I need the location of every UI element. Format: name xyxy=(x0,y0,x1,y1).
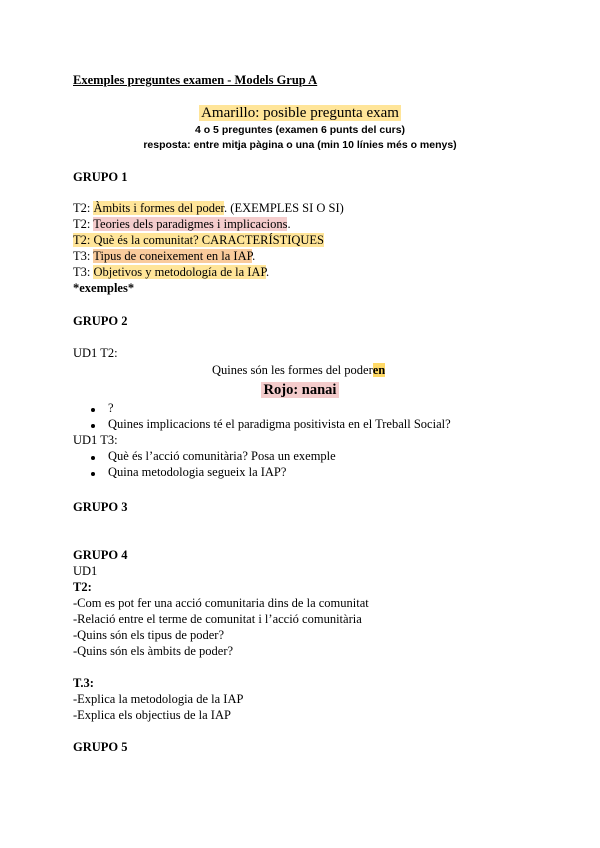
bullet-icon xyxy=(91,456,95,460)
grupo-1-line xyxy=(73,265,269,280)
bullet-icon xyxy=(91,408,95,412)
t3-label: T.3: xyxy=(73,676,94,690)
line-highlight: Tipus de coneixement en la IAP xyxy=(93,249,253,263)
line-rest: . (EXEMPLES SI O SI) xyxy=(224,201,344,215)
grupo-2-heading: GRUPO 2 xyxy=(73,314,128,328)
line-highlight: Objetivos y metodología de la IAP xyxy=(93,265,267,279)
grupo-3-heading: GRUPO 3 xyxy=(73,500,128,514)
grupo-1-line xyxy=(73,217,291,232)
t2-line: -Quins són els àmbits de poder? xyxy=(73,644,234,658)
line-prefix: T3: xyxy=(73,249,94,263)
line-prefix: T3: xyxy=(73,265,94,279)
grupo-1-heading: GRUPO 1 xyxy=(73,170,128,184)
grupo-1-line xyxy=(73,233,324,248)
legend-yellow-text: Amarillo: posible pregunta exam xyxy=(201,105,399,121)
legend-line-1: 4 o 5 preguntes (examen 6 punts del curs) xyxy=(194,124,406,136)
center-question-text: Quines són les formes del poder xyxy=(212,363,373,377)
t2-line: -Relació entre el terme de comunitat i l’acció comunitària xyxy=(73,612,362,626)
ud1-t2-label: UD1 T2: xyxy=(73,346,118,360)
grupo-1-note: *exemples* xyxy=(73,281,135,295)
bullet-icon xyxy=(91,424,95,428)
grupo-4-heading: GRUPO 4 xyxy=(73,548,128,562)
legend-rojo-text: Rojo: nanai xyxy=(261,382,340,398)
line-rest: . xyxy=(287,217,291,231)
list-item: Quines implicacions té el paradigma positivista en el Treball Social? xyxy=(108,417,451,431)
t3-line: -Explica els objectius de la IAP xyxy=(73,708,231,722)
line-prefix: T2: xyxy=(73,217,94,231)
grupo-1-line xyxy=(73,201,344,216)
ud1-t3-label: UD1 T3: xyxy=(73,433,118,447)
line-highlight: T2: Què és la comunitat? CARACTERÍSTIQUES xyxy=(73,233,325,247)
legend-line-2: resposta: entre mitja pàgina o una (min 10 línies més o menys) xyxy=(143,139,457,151)
legend-rojo xyxy=(0,382,600,399)
t2-label: T2: xyxy=(73,580,92,594)
list-item: Què és l’acció comunitària? Posa un exemple xyxy=(108,449,336,463)
t2-line: -Quins són els tipus de poder? xyxy=(73,628,225,642)
line-highlight: Àmbits i formes del poder xyxy=(93,201,225,215)
list-item: ? xyxy=(108,401,114,415)
grupo-5-heading: GRUPO 5 xyxy=(73,740,128,754)
grupo-1-line xyxy=(73,249,255,264)
line-prefix: T2: xyxy=(73,201,94,215)
document-title: Exemples preguntes examen - Models Grup A xyxy=(73,73,318,87)
t3-line: -Explica la metodologia de la IAP xyxy=(73,692,244,706)
t2-line: -Com es pot fer una acció comunitaria dins de la comunitat xyxy=(73,596,369,610)
line-rest: . xyxy=(252,249,256,263)
bullet-icon xyxy=(91,472,95,476)
legend-yellow xyxy=(0,105,600,122)
center-question xyxy=(212,363,385,378)
center-question-tail: en xyxy=(372,363,386,377)
ud1-label: UD1 xyxy=(73,564,98,578)
list-item: Quina metodologia segueix la IAP? xyxy=(108,465,287,479)
line-rest: . xyxy=(266,265,270,279)
line-highlight: Teories dels paradigmes i implicacions xyxy=(93,217,288,231)
